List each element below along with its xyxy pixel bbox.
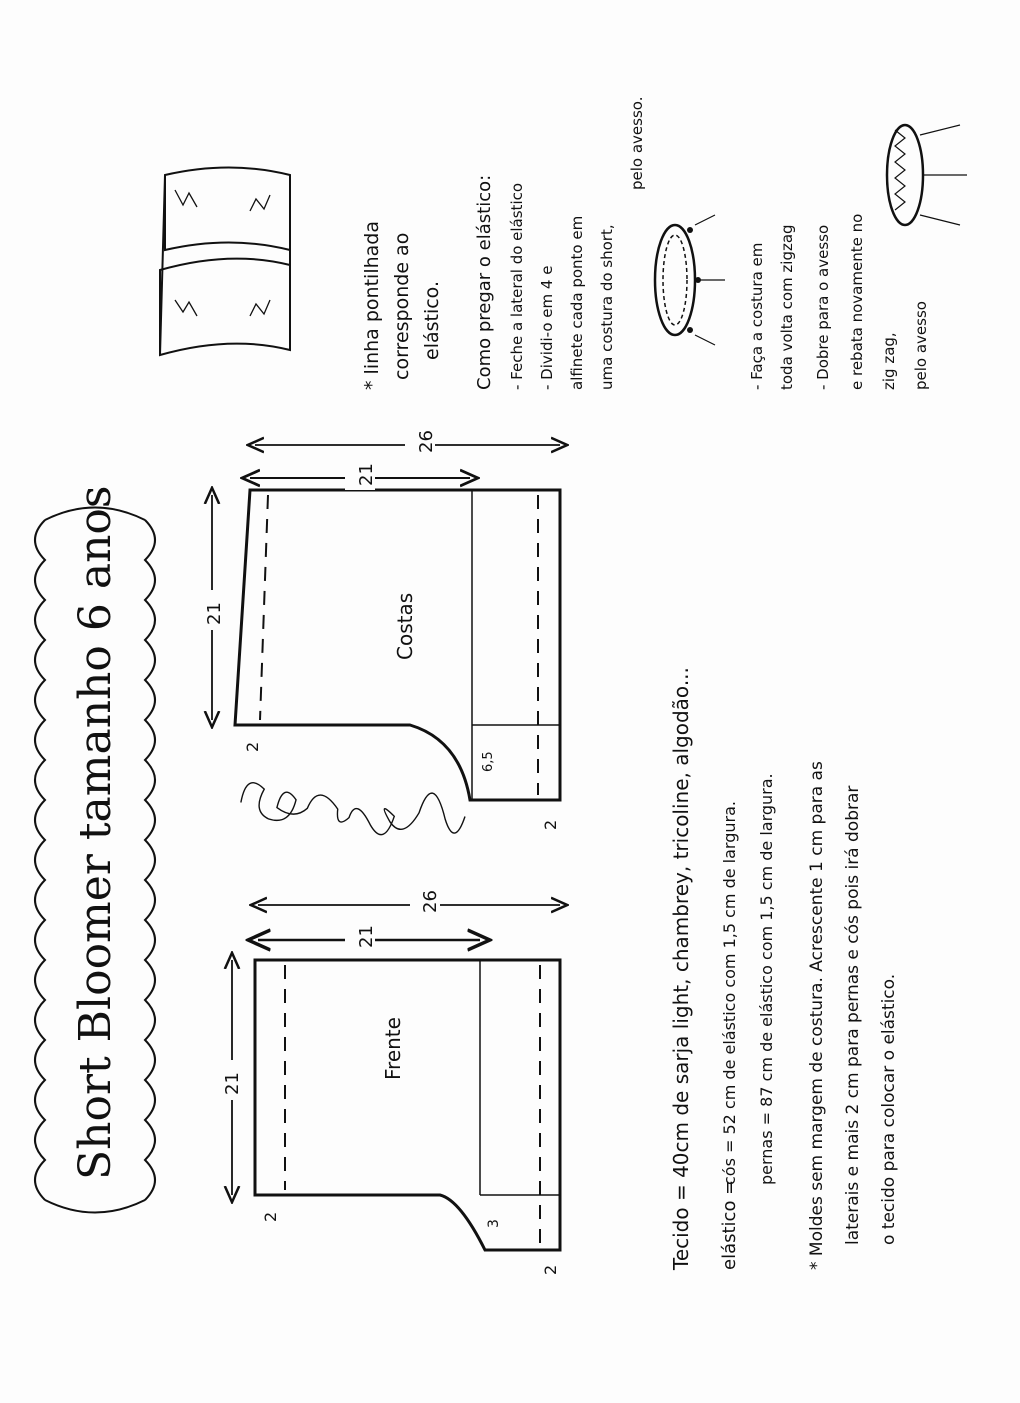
front-crotch-label: 3	[486, 1219, 502, 1228]
back-crotch-label: 6,5	[481, 751, 496, 772]
how-to-step-5: pelo avesso.	[628, 96, 646, 190]
dotted-line-note-3: elástico.	[421, 280, 443, 360]
fabric-text: Tecido = 40cm de sarja light, chambrey, tricoline, algodão...	[669, 667, 693, 1270]
back-top-margin: 2	[243, 741, 262, 752]
front-height-label: 21	[222, 1072, 243, 1095]
ring-2-outer	[887, 125, 923, 225]
ring-1-inner	[663, 235, 687, 325]
how-to-step-2: - Dividi-o em 4 e	[538, 265, 556, 390]
back-full-label: 26	[416, 430, 437, 453]
elastic-waist-text: cós = 52 cm de elástico com 1,5 cm de largura.	[720, 801, 739, 1185]
page-title: Short Bloomer tamanho 6 anos	[70, 485, 121, 1180]
finish-step-5: zig zag,	[880, 332, 898, 390]
molds-note-1: * Moldes sem margem de costura. Acrescente 1 cm para as	[807, 761, 827, 1270]
finish-step-2: toda volta com zigzag	[778, 224, 796, 390]
notes-block	[361, 97, 930, 390]
molds-note-2: laterais e mais 2 cm para pernas e cós pois irá dobrar	[843, 785, 863, 1245]
front-outline	[255, 960, 560, 1250]
back-piece	[200, 430, 560, 830]
materials-block	[669, 667, 899, 1271]
elastic-legs-text: pernas = 87 cm de elástico com 1,5 cm de largura.	[757, 773, 776, 1185]
front-full-label: 26	[420, 890, 441, 913]
title-group	[35, 486, 155, 1213]
ring-2-zigzag	[895, 130, 905, 210]
front-width-label: 21	[356, 925, 377, 948]
back-height-label: 21	[204, 602, 225, 625]
ring-1-pin-c	[687, 327, 693, 333]
how-to-title: Como pregar o elástico:	[474, 174, 495, 390]
molds-note-3: o tecido para colocar o elástico.	[879, 973, 899, 1245]
dotted-line-note-2: corresponde ao	[391, 232, 413, 380]
front-label: Frente	[381, 1017, 405, 1080]
signature	[238, 754, 467, 862]
ring-2-lines	[920, 125, 967, 225]
finish-step-4: e rebata novamente no	[848, 213, 866, 390]
back-label: Costas	[393, 592, 417, 660]
signature-scribble	[238, 754, 467, 862]
front-top-margin: 2	[261, 1211, 280, 1222]
ring-1-outer	[655, 225, 695, 335]
back-waist-dashed-line	[260, 495, 268, 720]
ring-1-pin-a	[687, 227, 693, 233]
short-illustration	[160, 168, 290, 356]
how-to-step-3: alfinete cada ponto em	[568, 215, 586, 390]
finish-step-6: pelo avesso	[912, 301, 930, 390]
how-to-step-4: uma costura do short,	[598, 224, 616, 390]
back-bottom-margin: 2	[541, 819, 560, 830]
finish-step-3: - Dobre para o avesso	[814, 224, 832, 390]
how-to-step-1: - Feche a lateral do elástico	[508, 182, 526, 390]
dotted-line-note-1: * linha pontilhada	[361, 221, 383, 390]
short-leg-right-drawing	[165, 168, 290, 251]
finish-step-1: - Faça a costura em	[748, 242, 766, 390]
front-bottom-margin: 2	[541, 1264, 560, 1275]
back-width-label: 21	[356, 463, 377, 486]
front-piece	[220, 890, 560, 1275]
elastic-label: elástico =	[719, 1179, 740, 1270]
short-gathers-drawing	[175, 190, 270, 316]
